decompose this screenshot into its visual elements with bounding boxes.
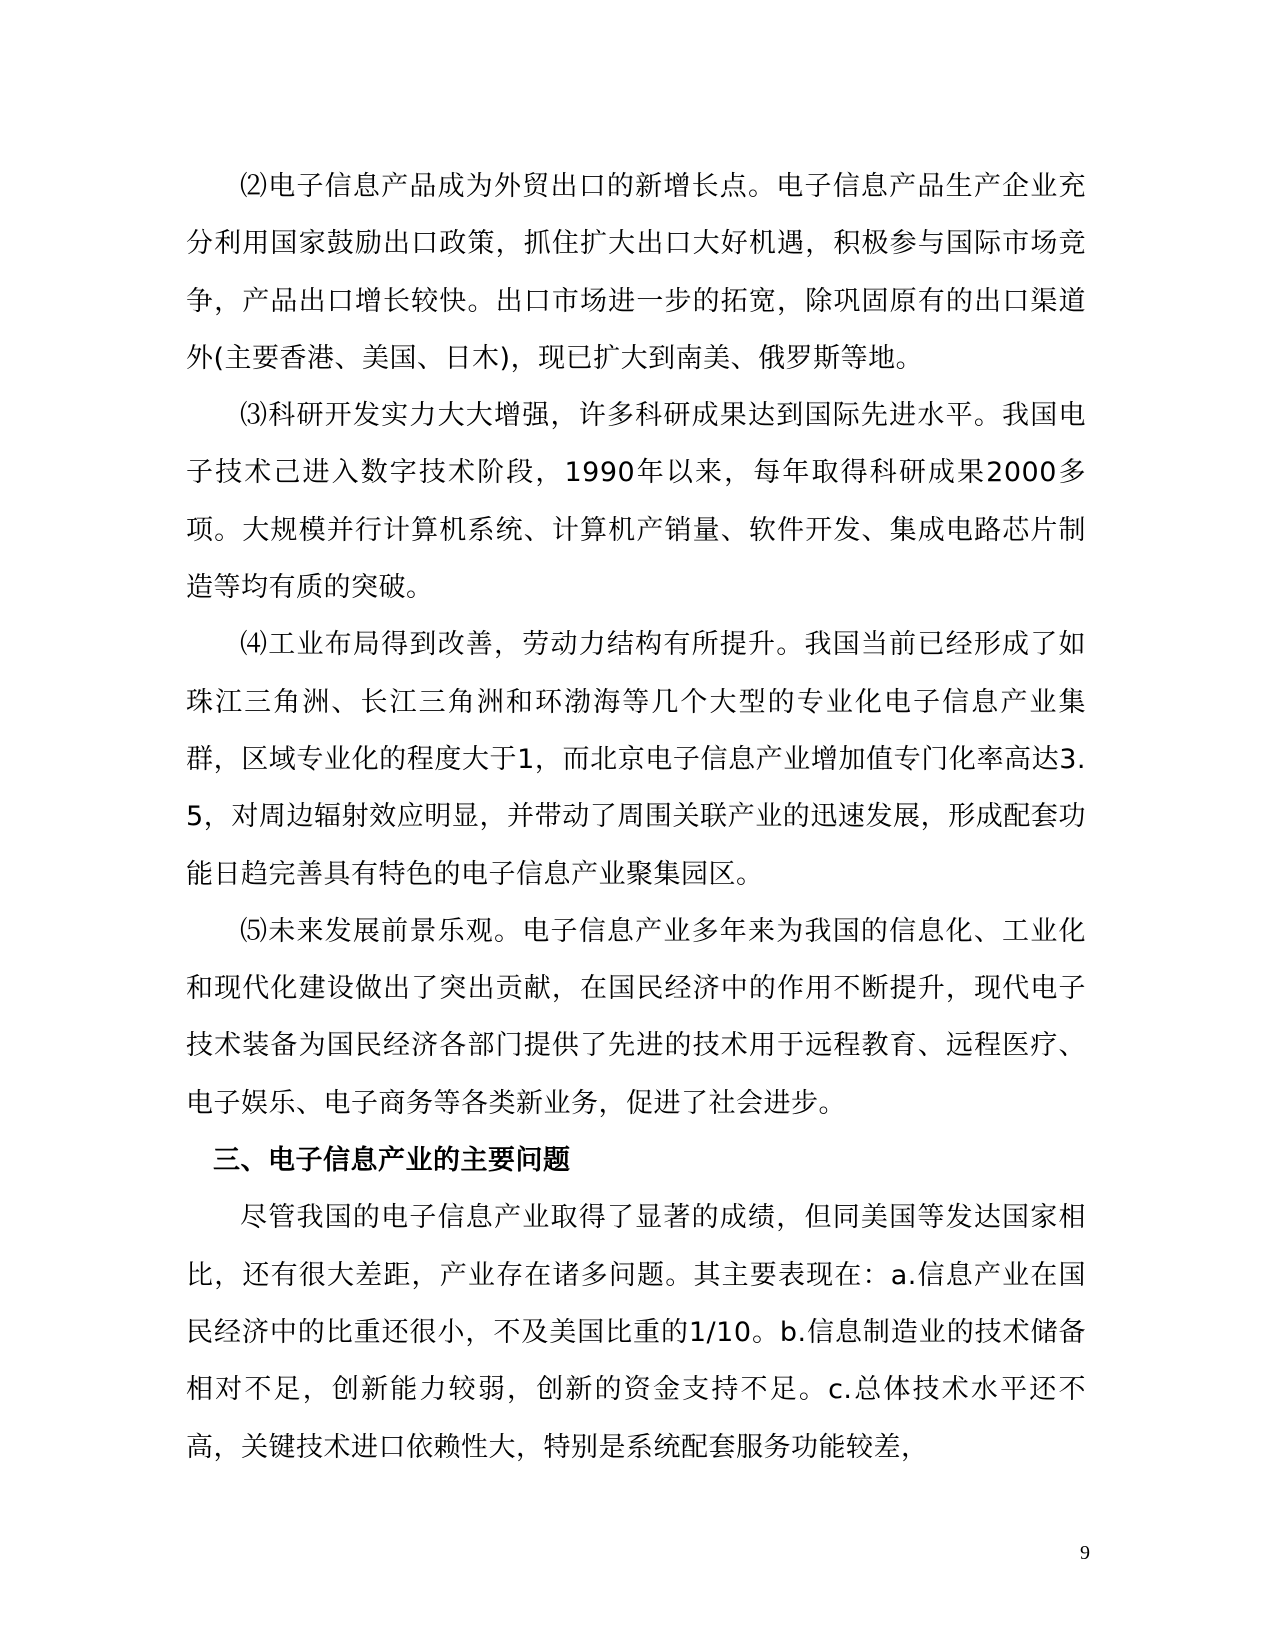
section-heading: 三、电子信息产业的主要问题 (213, 1145, 571, 1177)
paragraph-main-problems: 尽管我国的电子信息产业取得了显著的成绩，但同美国等发达国家相比，还有很大差距，产业存在诸多问题。其主要表现在：a.信息产业在国民经济中的比重还很小，不及美国比重的1/10。b.信息制造业的技术储备相对不足，创新能力较弱，创新的资金支持不足。c.总体技术水平还不高，关键技术进口依赖性大，特别是系统配套服务功能较差， (186, 1202, 1086, 1463)
page-number: 9 (1080, 1542, 1090, 1564)
paragraph-research: ⑶科研开发实力大大增强，许多科研成果达到国际先进水平。我国电子技术己进入数字技术阶段，1990年以来，每年取得科研成果2000多项。大规模并行计算机系统、计算机产销量、软件开发、集成电路芯片制造等均有质的突破。 (186, 400, 1086, 604)
page-body (186, 158, 1086, 1476)
paragraph-industry-layout: ⑷工业布局得到改善，劳动力结构有所提升。我国当前已经形成了如珠江三角洲、长江三角洲和环渤海等几个大型的专业化电子信息产业集群，区域专业化的程度大于1，而北京电子信息产业增加值专门化率高达3.5，对周边辐射效应明显，并带动了周围关联产业的迅速发展，形成配套功能日趋完善具有特色的电子信息产业聚集园区。 (186, 629, 1086, 890)
paragraph-outlook: ⑸未来发展前景乐观。电子信息产业多年来为我国的信息化、工业化和现代化建设做出了突出贡献，在国民经济中的作用不断提升，现代电子技术装备为国民经济各部门提供了先进的技术用于远程教育、远程医疗、电子娱乐、电子商务等各类新业务，促进了社会进步。 (186, 915, 1086, 1119)
paragraph-export: ⑵电子信息产品成为外贸出口的新增长点。电子信息产品生产企业充分利用国家鼓励出口政策，抓住扩大出口大好机遇，积极参与国际市场竞争，产品出口增长较快。出口市场进一步的拓宽，除巩固原有的出口渠道外(主要香港、美国、日木)，现已扩大到南美、俄罗斯等地。 (186, 171, 1086, 374)
